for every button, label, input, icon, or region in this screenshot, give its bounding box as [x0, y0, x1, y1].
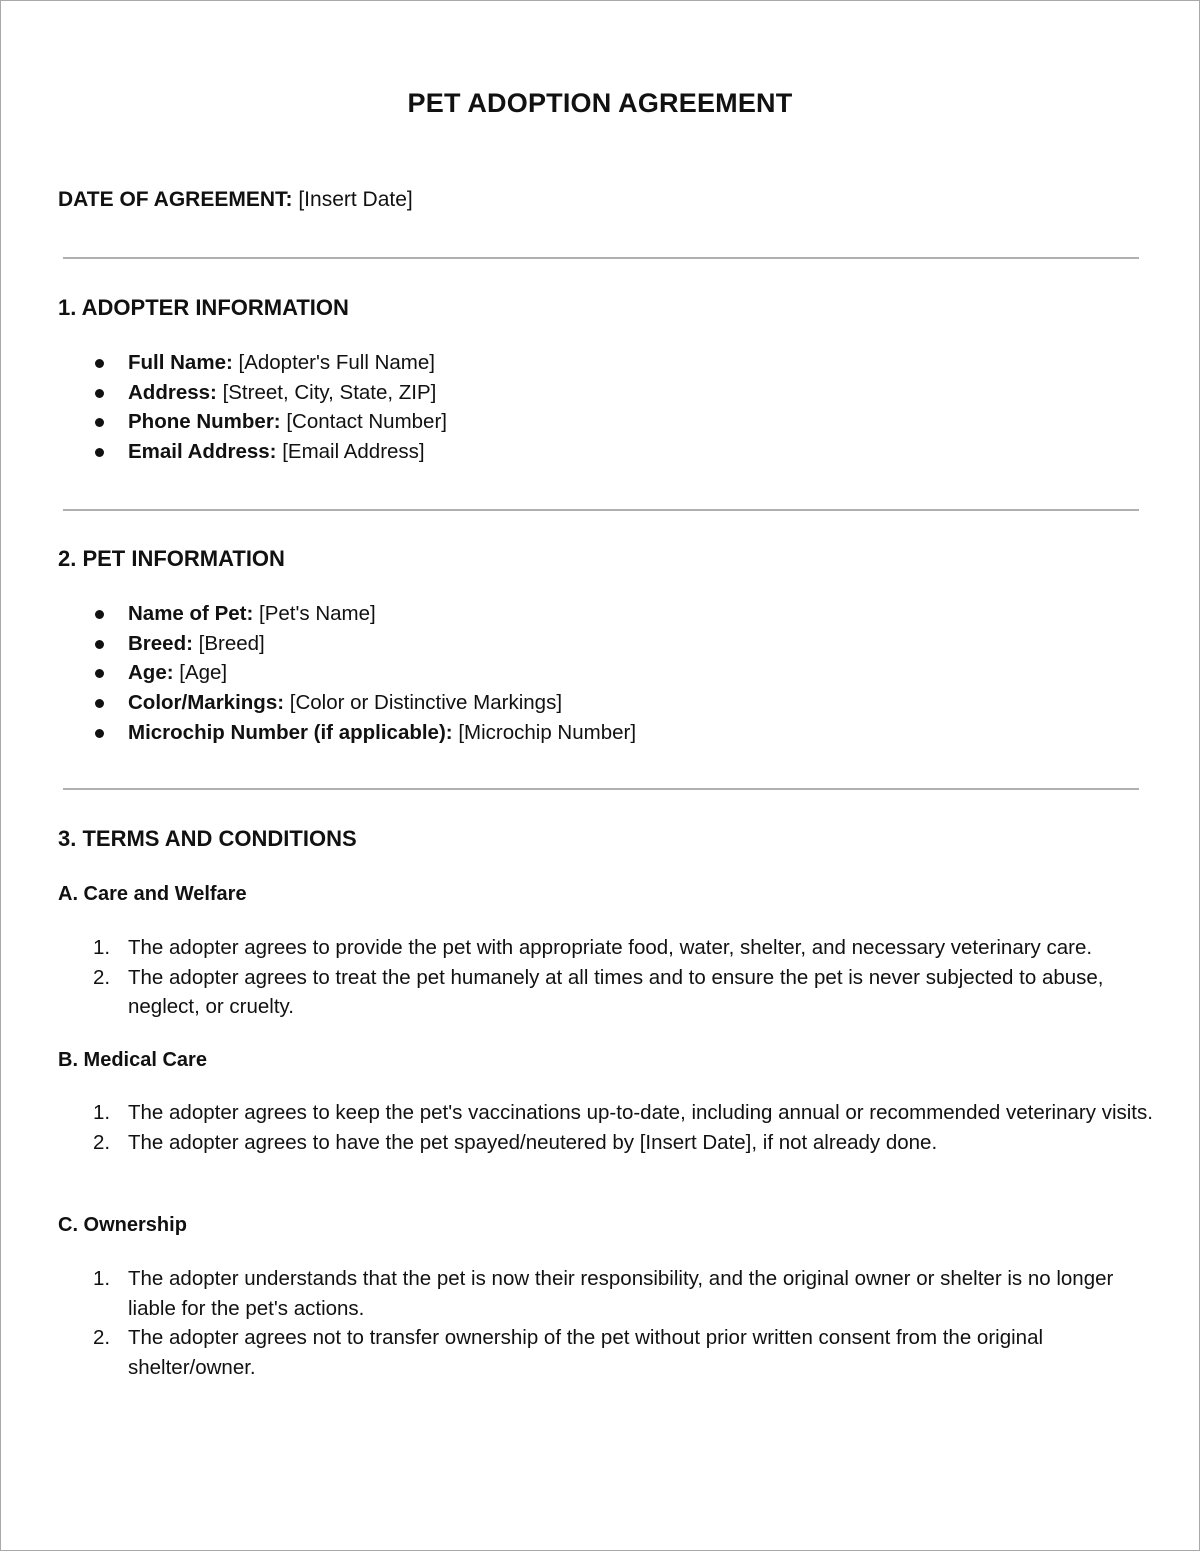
field-label: Phone Number: — [128, 410, 281, 434]
item-number: 2. — [93, 1326, 111, 1350]
bullet-icon — [95, 669, 104, 678]
section-divider — [63, 788, 1139, 790]
item-number: 2. — [93, 965, 111, 989]
field-label: Email Address: — [128, 440, 277, 464]
section-divider — [63, 257, 1139, 259]
field-label: Name of Pet: — [128, 602, 254, 625]
bullet-icon — [95, 729, 104, 738]
list-item — [58, 1128, 1158, 1158]
list-item — [58, 718, 636, 748]
list-item — [58, 1264, 1158, 1323]
section-heading-terms: 3. TERMS AND CONDITIONS — [58, 826, 357, 851]
field-value: [Color or Distinctive Markings] — [289, 691, 563, 715]
bullet-icon — [95, 448, 104, 457]
field-value: [Adopter's Full Name] — [238, 351, 435, 374]
item-number: 1. — [93, 1267, 111, 1290]
agreement-date-label: DATE OF AGREEMENT: — [58, 188, 293, 211]
care-terms-list — [58, 933, 1158, 1022]
bullet-icon — [95, 640, 104, 649]
item-text: The adopter agrees to treat the pet humanely at all times and to ensure the pet is never subjected to abuse, neglect, or cruelty. — [128, 965, 1104, 1019]
medical-terms-list — [58, 1098, 1158, 1157]
list-item — [58, 437, 447, 467]
item-text: The adopter understands that the pet is now their responsibility, and the original owner or shelter is no longer liable for the pet's actions. — [128, 1267, 1114, 1320]
document-title: PET ADOPTION AGREEMENT — [407, 88, 793, 118]
item-number: 2. — [93, 1130, 111, 1154]
list-item — [58, 407, 447, 437]
list-item — [58, 378, 447, 408]
list-item — [58, 599, 636, 629]
item-text: The adopter agrees not to transfer ownership of the pet without prior written consent from the original shelter/owner. — [128, 1326, 1044, 1380]
field-value: [Pet's Name] — [259, 602, 376, 625]
adopter-info-list — [58, 348, 447, 467]
list-item — [58, 658, 636, 688]
field-label: Address: — [128, 380, 217, 404]
field-label: Breed: — [128, 631, 193, 655]
item-text: The adopter agrees to keep the pet's vaccinations up-to-date, including annual or recommended veterinary visits. — [128, 1101, 1153, 1124]
bullet-icon — [95, 610, 104, 619]
ownership-terms-list — [58, 1264, 1158, 1383]
agreement-date — [58, 185, 413, 215]
bullet-icon — [95, 418, 104, 427]
section-heading-adopter: 1. ADOPTER INFORMATION — [58, 295, 349, 320]
section-heading-pet: 2. PET INFORMATION — [58, 546, 285, 571]
list-item — [58, 1098, 1158, 1128]
pet-info-list — [58, 599, 636, 748]
subsection-heading-medical: B. Medical Care — [58, 1049, 207, 1071]
field-value: [Age] — [179, 661, 228, 685]
list-item — [58, 629, 636, 659]
subsection-heading-care: A. Care and Welfare — [58, 883, 247, 905]
bullet-icon — [95, 699, 104, 708]
list-item — [58, 348, 447, 378]
field-value: [Microchip Number] — [458, 720, 637, 744]
field-value: [Email Address] — [282, 440, 425, 464]
item-number: 1. — [93, 1101, 111, 1124]
list-item — [58, 963, 1158, 1022]
item-number: 1. — [93, 936, 111, 959]
field-label: Full Name: — [128, 351, 233, 374]
subsection-heading-ownership: C. Ownership — [58, 1214, 187, 1236]
agreement-date-value: [Insert Date] — [298, 188, 413, 211]
field-label: Color/Markings: — [128, 691, 285, 715]
field-value: [Street, City, State, ZIP] — [222, 380, 437, 404]
field-label: Microchip Number (if applicable): — [128, 720, 453, 744]
field-value: [Breed] — [198, 631, 265, 655]
item-text: The adopter agrees to provide the pet with appropriate food, water, shelter, and necessary veterinary care. — [128, 936, 1093, 959]
section-divider — [63, 509, 1139, 511]
field-label: Age: — [128, 661, 174, 685]
bullet-icon — [95, 389, 104, 398]
bullet-icon — [95, 359, 104, 368]
field-value: [Contact Number] — [286, 410, 447, 434]
list-item — [58, 933, 1158, 963]
list-item — [58, 1323, 1158, 1382]
item-text: The adopter agrees to have the pet spayed/neutered by [Insert Date], if not already done. — [128, 1130, 938, 1154]
list-item — [58, 688, 636, 718]
